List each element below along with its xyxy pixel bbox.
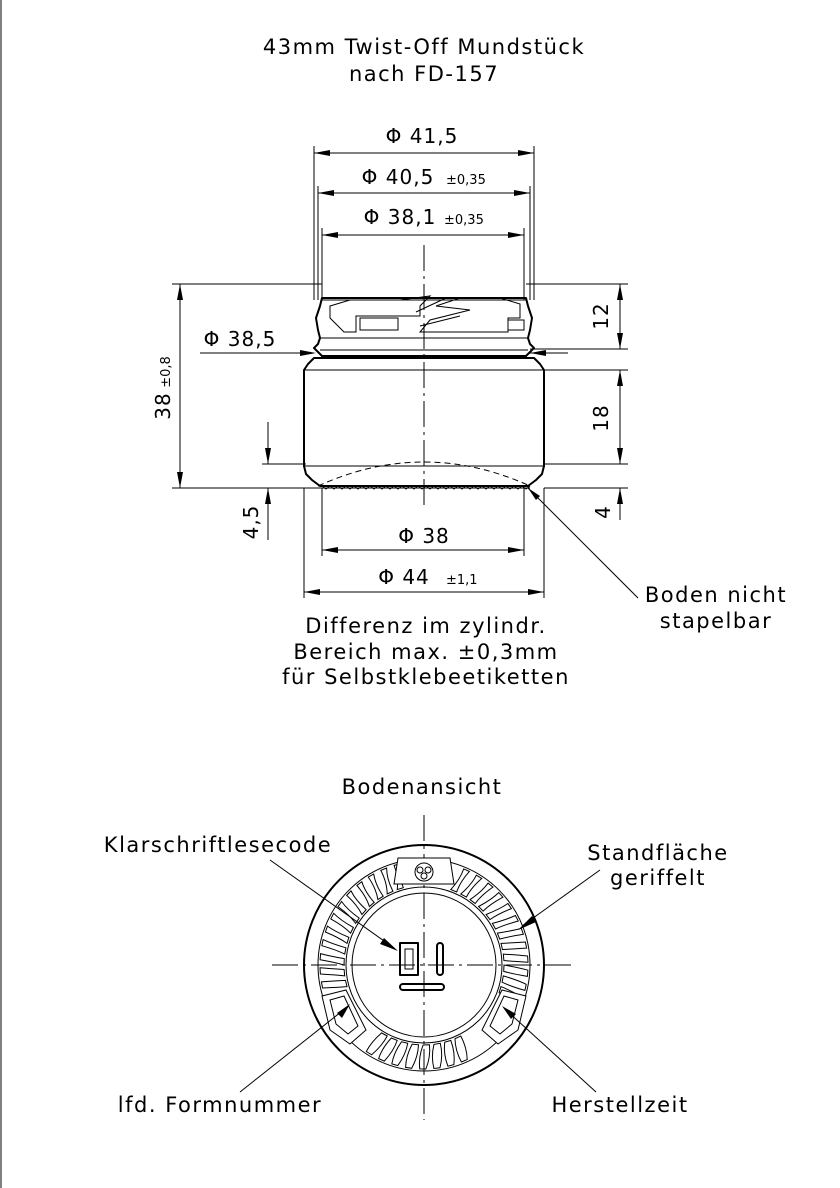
dim-12-arrow-top — [617, 284, 623, 300]
dim-18-arrow-bottom — [617, 448, 623, 464]
dim-38-base-label: Φ 38 — [398, 524, 450, 548]
note-boden-line1: Boden nicht — [644, 583, 788, 607]
thread-lug-right-inner — [508, 320, 524, 330]
stand-leader — [522, 870, 600, 926]
thread-lug-left — [330, 296, 430, 332]
dimensions-right — [526, 284, 628, 520]
knurl-rib — [504, 965, 528, 976]
note-boden-line2: stapelbar — [659, 609, 773, 633]
knurl-rib — [320, 968, 345, 976]
dim-4-5-arrow-bottom — [265, 488, 271, 504]
dim-44-label: Φ 44 — [378, 565, 430, 589]
dim-41-5-arrow-left — [314, 150, 330, 156]
knurl-rib — [406, 1044, 419, 1068]
dim-38-base-arrow-right — [508, 547, 524, 553]
dim-38-arrow-bottom — [177, 472, 183, 488]
dim-44-arrow-left — [304, 589, 320, 595]
knurl-rib — [392, 1042, 408, 1066]
dim-18-arrow-top — [617, 370, 623, 386]
code-digit-zero-inner — [405, 949, 413, 969]
dim-41-5-label: Φ 41,5 — [385, 124, 459, 148]
dim-4-arrow-top — [617, 488, 623, 504]
note-diff-line2: Bereich max. ±0,3mm — [293, 640, 559, 664]
label-formnummer: lfd. Formnummer — [117, 1093, 323, 1117]
dim-38-1-label: Φ 38,1 — [363, 205, 437, 229]
label-herstellzeit: Herstellzeit — [551, 1093, 689, 1117]
dim-40-5-arrow-left — [318, 190, 334, 196]
knurl-rib — [419, 1045, 429, 1069]
dim-40-5-tolerance: ±0,35 — [446, 173, 486, 188]
dim-38-1-tolerance: ±0,35 — [444, 213, 484, 228]
knurl-rib — [379, 1038, 398, 1061]
dim-44-tolerance: ±1,1 — [446, 573, 478, 588]
knurl-rib — [501, 942, 527, 950]
dim-4-5-arrow-top — [265, 448, 271, 464]
form-number-plate — [322, 990, 366, 1044]
note-diff-line1: Differenz im zylindr. — [305, 614, 547, 638]
knurl-rib — [492, 916, 518, 930]
knurl-rib — [366, 1033, 387, 1055]
code-underline — [400, 984, 444, 990]
production-time-plate — [482, 990, 526, 1044]
dim-38-base-arrow-left — [322, 547, 338, 553]
dim-44-arrow-right — [528, 589, 544, 595]
knurl-rib — [497, 928, 523, 939]
knurl-rib — [444, 1040, 454, 1066]
stand-leader-arrow — [518, 916, 536, 930]
knurl-rib — [503, 954, 528, 962]
dim-4-label: 4 — [591, 505, 615, 519]
dim-38-tolerance: ±0,8 — [159, 356, 174, 388]
knurl-rib — [322, 940, 346, 955]
dimensions-top — [314, 124, 534, 300]
title-line2: nach FD-157 — [348, 62, 500, 86]
dim-12-arrow-bottom — [617, 333, 623, 349]
code-digit-one — [437, 943, 443, 975]
dim-38-5-arrow-left — [300, 350, 316, 356]
form-leader — [240, 1008, 346, 1092]
time-leader — [506, 1010, 596, 1092]
dim-4-5-label: 4,5 — [239, 504, 263, 540]
title-line1: 43mm Twist-Off Mundstück — [262, 35, 586, 59]
label-standflaeche-line1: Standfläche — [587, 841, 729, 865]
knurl-rib — [381, 868, 393, 894]
dim-38-arrow-top — [177, 284, 183, 300]
knurl-rib — [320, 954, 344, 965]
dim-38-5-label: Φ 38,5 — [203, 327, 277, 351]
side-view — [304, 245, 544, 510]
dim-40-5-arrow-right — [514, 190, 530, 196]
dim-40-5-label: Φ 40,5 — [361, 165, 435, 189]
dim-38-1-arrow-left — [322, 232, 338, 238]
dim-41-5-arrow-right — [518, 150, 534, 156]
dim-18-label: 18 — [589, 404, 613, 432]
dim-38-1-arrow-right — [508, 232, 524, 238]
label-standflaeche-line2: geriffelt — [610, 866, 706, 890]
knurl-rib — [321, 980, 347, 988]
knurl-rib — [455, 1036, 467, 1062]
note-diff-line3: für Selbstklebeetiketten — [282, 665, 570, 689]
dim-12-label: 12 — [589, 302, 613, 330]
bottom-view-title: Bodenansicht — [341, 775, 503, 799]
knurl-rib — [368, 874, 383, 900]
thread-lug-left-inner — [360, 318, 398, 330]
code-digit-zero — [400, 943, 418, 975]
knurl-rib — [432, 1043, 441, 1068]
label-klarschriftlesecode: Klarschriftlesecode — [103, 833, 333, 857]
code-leader-arrow — [380, 938, 398, 951]
dim-38-label: 38 — [151, 392, 175, 420]
bottom-view — [272, 815, 574, 1120]
logo-plate — [394, 858, 454, 884]
